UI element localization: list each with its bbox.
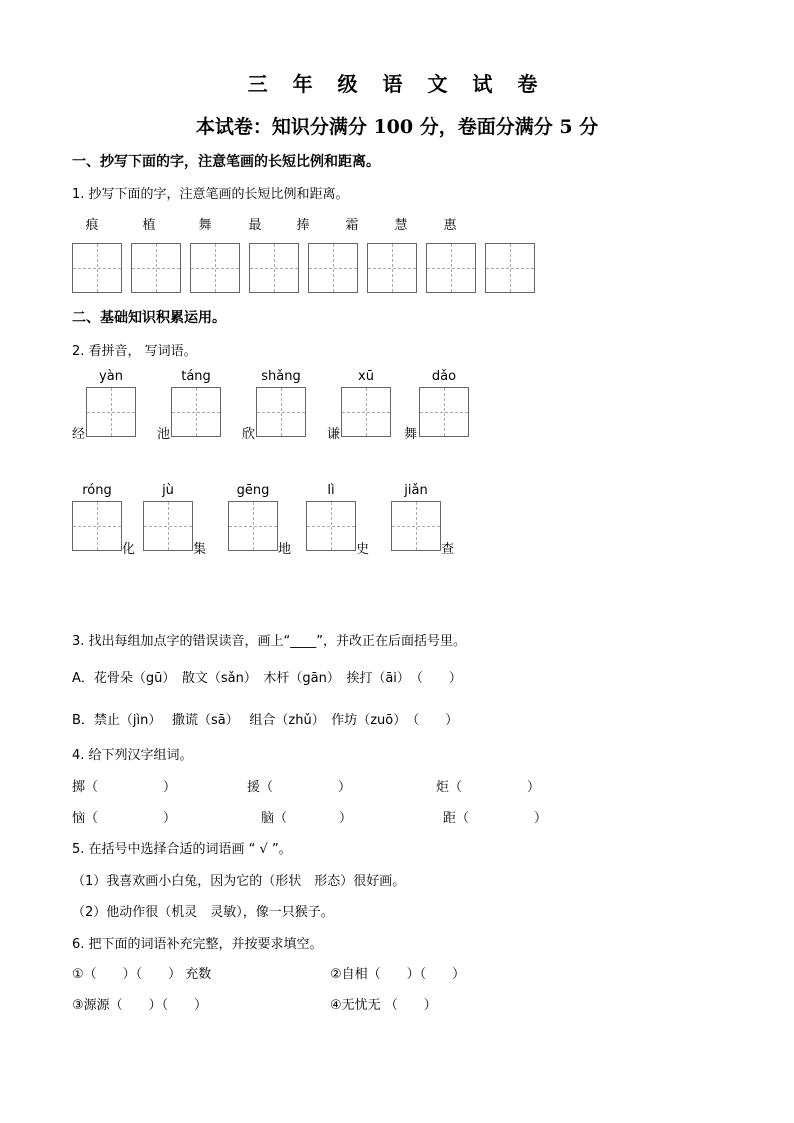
question-5-sentence-2: （2）他动作很（机灵 灵敏），像一只猴子。 [72,905,334,920]
word-char: 舞 [404,427,418,442]
word-group-item: 掷（ ） [72,780,177,795]
writing-grid-box[interactable] [72,501,122,551]
word-group-item: 脑（ ） [261,811,353,826]
word-char: 池 [157,427,171,442]
pinyin-label: róng [82,483,112,498]
pinyin-label: xū [358,369,374,384]
question-6-prompt: 6. 把下面的词语补充完整，并按要求填空。 [72,937,323,952]
pinyin-label: jù [162,483,174,498]
question-3-line-a: A．花骨朵（gū） 散文（sǎn） 木杆（gān） 挨打（āi） （ ） [72,671,462,686]
copy-char: 惠 [443,218,457,233]
pinyin-label: táng [181,369,211,384]
question-4-prompt: 4. 给下列汉字组词。 [72,748,193,763]
word-char: 经 [72,427,86,442]
page-title: 三 年 级 语 文 试 卷 [247,72,547,96]
word-group-item: 援（ ） [247,780,352,795]
pinyin-label: yàn [99,369,123,384]
writing-grid-box[interactable] [308,243,358,293]
writing-grid-box[interactable] [72,243,122,293]
writing-grid-box[interactable] [419,387,469,437]
writing-grid-box[interactable] [341,387,391,437]
writing-grid-box[interactable] [249,243,299,293]
writing-grid-box[interactable] [485,243,535,293]
word-char: 欣 [242,427,256,442]
word-char: 地 [278,542,292,557]
section1-heading: 一、抄写下面的字，注意笔画的长短比例和距离。 [72,154,380,170]
copy-char: 舞 [198,218,212,233]
pinyin-label: dǎo [431,369,457,384]
idiom-item: ③源源（ ）（ ） [72,998,208,1013]
question-1-prompt: 1. 抄写下面的字，注意笔画的长短比例和距离。 [72,187,349,202]
writing-grid-box[interactable] [131,243,181,293]
copy-char: 慧 [394,218,408,233]
word-char: 谦 [327,427,341,442]
pinyin-label: shǎng [261,369,301,384]
idiom-item: ①（ ）（ ） 充数 [72,967,212,982]
question-2-prompt: 2. 看拼音， 写词语。 [72,344,197,359]
writing-grid-box[interactable] [228,501,278,551]
word-char: 查 [441,542,455,557]
writing-grid-box[interactable] [256,387,306,437]
idiom-item: ②自相（ ）（ ） [330,967,466,982]
pinyin-label: jiǎn [404,483,428,498]
copy-char: 霜 [345,218,359,233]
page-subtitle: 本试卷：知识分满分 100 分，卷面分满分 5 分 [195,116,599,138]
word-char: 集 [193,542,207,557]
question-3-line-b: B．禁止（jìn） 撒谎（sā） 组合（zhǔ） 作坊（zuō） （ ） [72,713,459,728]
section2-heading: 二、基础知识积累运用。 [72,310,226,326]
pinyin-label: gēng [236,483,270,498]
writing-grid-box[interactable] [86,387,136,437]
writing-grid-box[interactable] [190,243,240,293]
copy-char: 捧 [296,218,310,233]
word-char: 化 [122,542,136,557]
question-3-prompt: 3. 找出每组加点字的错误读音，画上“____”，并改正在后面括号里。 [72,634,467,649]
copy-char: 植 [142,218,156,233]
copy-char: 最 [248,218,262,233]
copy-char: 痕 [85,218,99,233]
pinyin-label: lì [327,483,335,498]
idiom-item: ④无忧无 （ ） [330,998,437,1013]
writing-grid-box[interactable] [426,243,476,293]
writing-grid-box[interactable] [306,501,356,551]
question-5-sentence-1: （1）我喜欢画小白兔，因为它的（形状 形态）很好画。 [72,874,406,889]
writing-grid-box[interactable] [367,243,417,293]
writing-grid-box[interactable] [171,387,221,437]
question-5-prompt: 5. 在括号中选择合适的词语画 “ √ ”。 [72,842,292,857]
word-group-item: 恼（ ） [72,811,177,826]
word-group-item: 距（ ） [443,811,548,826]
word-group-item: 炬（ ） [436,780,541,795]
writing-grid-box[interactable] [143,501,193,551]
word-char: 史 [356,542,370,557]
writing-grid-box[interactable] [391,501,441,551]
